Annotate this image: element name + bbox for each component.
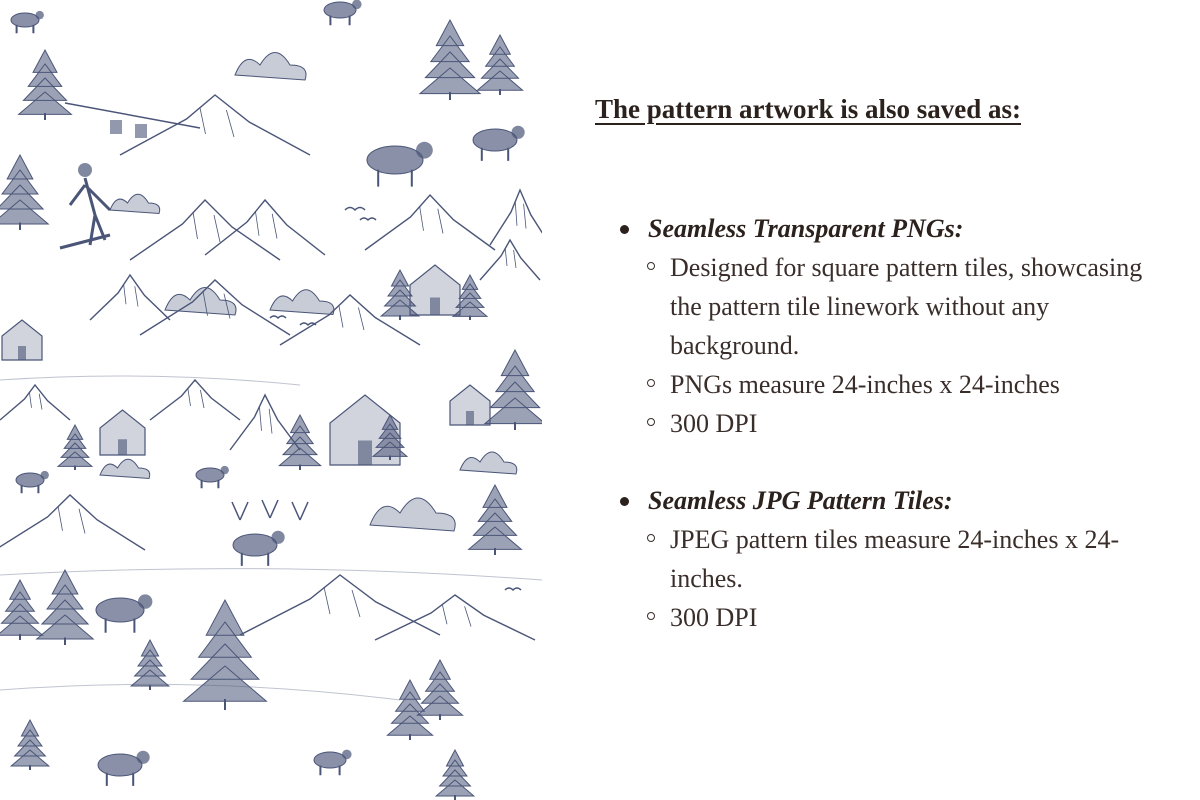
pine-tree-icon [11,720,49,766]
cloud-icon [100,459,150,478]
cabin-door [118,439,127,455]
skier-icon [60,178,110,248]
cabin-door [358,441,372,466]
page-heading: The pattern artwork is also saved as: [595,94,1021,124]
mountain-shading [259,406,272,434]
mountain-shading [420,206,443,234]
animal-head [511,126,524,139]
mountain-shading [339,305,364,330]
cloud-icon [165,288,236,316]
list-item: JPEG pattern tiles measure 24-inches x 24-inches. [620,520,1180,598]
list-item: 300 DPI [620,598,1180,637]
ski-lift-car-icon [135,124,147,138]
animal-icon [314,752,346,768]
cloud-icon [370,498,455,531]
section-jpg [620,482,1180,637]
mountain-shading [255,211,277,239]
mountain-icon [0,385,70,420]
cloud-icon [235,53,306,81]
animal-icon [16,473,44,487]
list-item: Designed for square pattern tiles, showcasing the pattern tile linework without any background. [620,248,1180,365]
animal-head [137,751,150,764]
pine-tree-icon [469,485,522,549]
section-title: Seamless JPG Pattern Tiles: [620,482,1180,520]
pine-tree-icon [417,660,462,715]
mountain-icon [120,95,310,155]
mountain-shading [193,212,220,242]
animal-head [352,0,362,9]
info-panel [542,0,1200,800]
mountain-shading [200,107,234,137]
pine-tree-icon [0,580,43,635]
pine-tree-icon [279,415,320,466]
animal-icon [96,598,144,622]
ski-lift-cable [65,103,200,128]
cloud-icon [110,194,160,213]
animal-head [416,142,433,159]
pine-tree-icon [420,20,480,94]
list-item: PNGs measure 24-inches x 24-inches [620,365,1180,404]
mountain-shading [442,604,471,627]
animal-icon [196,468,224,482]
animal-icon [11,13,39,27]
animal-head [138,594,152,608]
mountain-icon [150,380,240,420]
mountain-icon [375,595,535,640]
animal-head [41,471,49,479]
section-title: Seamless Transparent PNGs: [620,210,1180,248]
animal-icon [473,129,517,151]
mountain-shading [58,506,85,534]
list-item: 300 DPI [620,404,1180,443]
sub-list [620,248,1180,443]
section-png [620,210,1180,443]
animal-icon [324,2,356,18]
cloud-icon [270,290,334,315]
mountain-icon [365,195,495,250]
pine-tree-icon [131,640,169,686]
cabin-door [18,346,26,360]
skier-head [78,163,92,177]
pine-tree-icon [0,155,48,224]
mountain-shading [188,388,204,408]
mountain-icon [205,200,325,255]
ski-lift-car-icon [110,120,122,134]
mountain-shading [29,392,42,410]
pine-tree-icon [436,750,474,796]
animal-head [221,466,229,474]
animal-head [36,11,44,19]
pine-tree-icon [485,350,542,424]
sub-list [620,520,1180,637]
pattern-artwork [0,0,542,800]
pine-tree-icon [19,50,72,114]
mountain-icon [240,575,440,635]
cabin-door [466,411,474,425]
pine-tree-icon [477,35,522,90]
mountain-shading [505,248,516,268]
animal-icon [98,754,142,776]
mountain-shading [124,284,138,307]
cabin-door [430,298,440,316]
mountain-shading [324,587,360,617]
animal-icon [233,534,277,556]
animal-head [272,531,285,544]
toile-pattern-image [0,0,542,800]
cloud-icon [460,452,517,474]
animal-head [342,750,352,760]
pine-tree-icon [58,425,92,466]
mountain-shading [515,201,526,229]
mountain-icon [0,495,145,550]
pine-tree-icon [37,570,93,639]
deer-antlers-icon [232,500,308,520]
animal-icon [367,146,423,174]
mountain-icon [90,275,170,320]
